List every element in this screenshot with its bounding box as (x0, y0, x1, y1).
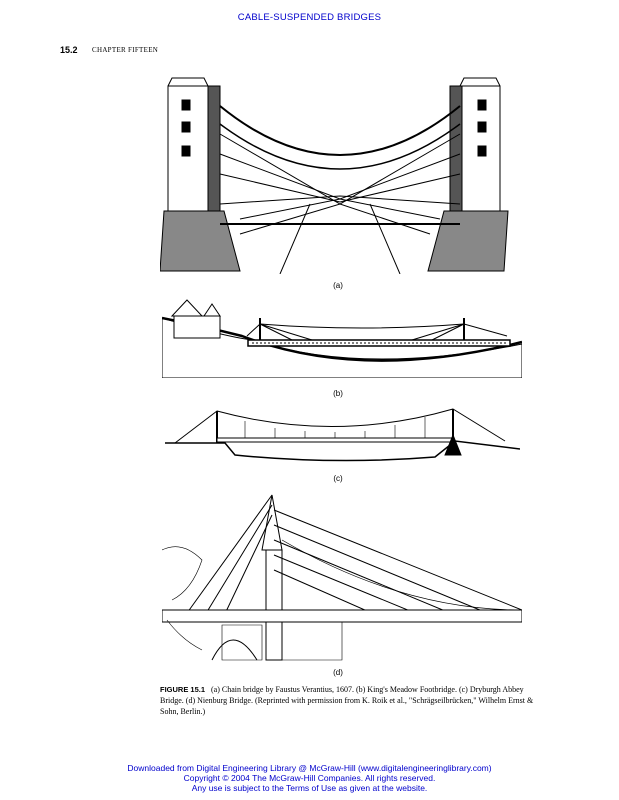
figure-label-d: (d) (333, 668, 343, 677)
figure-caption-label: FIGURE 15.1 (160, 685, 206, 694)
figure-label-b: (b) (333, 389, 343, 398)
page-number: 15.2 (60, 45, 78, 55)
chapter-title: CHAPTER FIFTEEN (92, 46, 159, 54)
footer-download-link[interactable]: Downloaded from Digital Engineering Library @ McGraw-Hill (www.digitalengineeringlibrary.com) (127, 763, 492, 773)
footer-terms-link[interactable]: Any use is subject to the Terms of Use as given at the website. (191, 783, 428, 793)
figure-d-nienburg-bridge (162, 490, 522, 665)
figure-a-chain-bridge (160, 74, 520, 274)
figure-label-c: (c) (333, 474, 343, 483)
figure-label-a: (a) (333, 281, 343, 290)
running-header: CABLE-SUSPENDED BRIDGES (237, 12, 382, 23)
figure-caption-text: (a) Chain bridge by Faustus Verantius, 1607. (b) King's Meadow Footbridge. (c) Dryburgh Abbey Bridge. (d) Nienburg Bridge. (Reprinted with permission from K. Roik et al., "Schrägseilbrücken," Wilhelm Ernst & Sohn, Berlin.) (160, 685, 534, 716)
figure-b-kings-meadow-footbridge (162, 296, 522, 378)
footer-copyright: Copyright © 2004 The McGraw-Hill Companies. All rights reserved. (183, 773, 436, 783)
figure-c-dryburgh-abbey-bridge (165, 405, 520, 467)
copyright-footer (0, 763, 619, 793)
figure-caption (160, 684, 540, 717)
